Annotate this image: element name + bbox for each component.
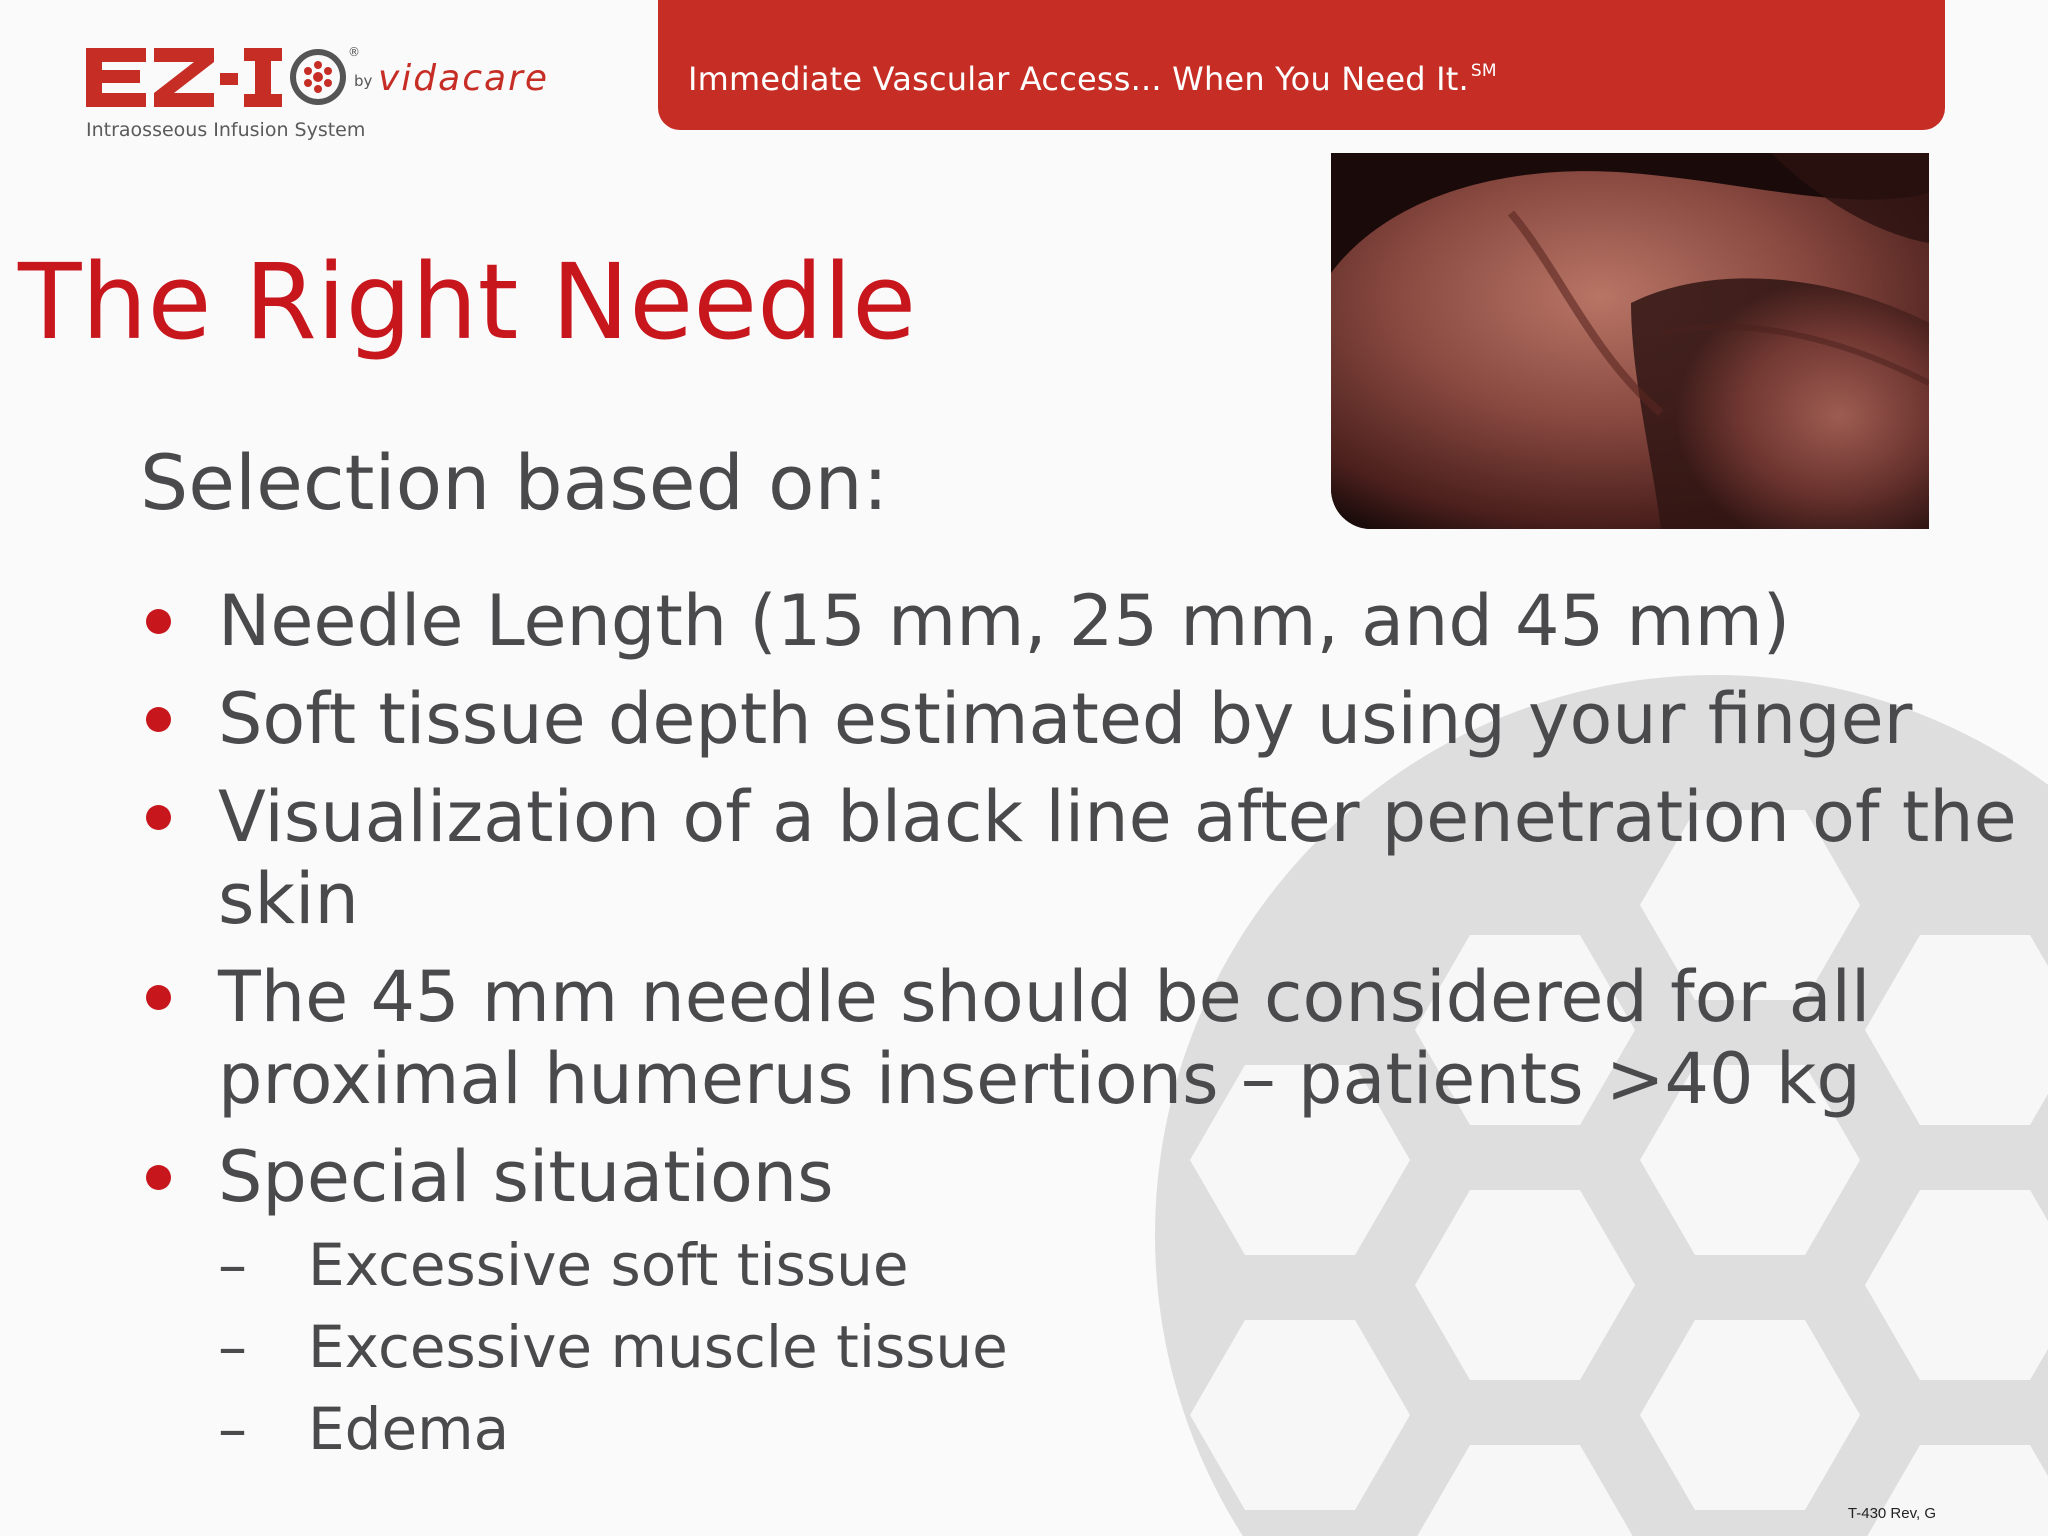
bullet-dot: [146, 707, 171, 732]
sub-bullet-text: Excessive soft tissue: [308, 1231, 909, 1299]
bullet-text: Needle Length (15 mm, 25 mm, and 45 mm): [218, 580, 1791, 662]
bullet-item: [140, 678, 2020, 760]
logo-by: by: [354, 72, 373, 90]
bullet-text: Soft tissue depth estimated by using your finger: [218, 678, 1913, 760]
sub-bullet-dash: –: [218, 1395, 247, 1463]
sub-bullet-item: [218, 1224, 2020, 1306]
bullet-item: [140, 1136, 2020, 1470]
bullet-dot: [146, 1165, 171, 1190]
bullet-list: [140, 580, 2020, 1486]
service-mark: SM: [1470, 61, 1497, 81]
logo-company: vidacare: [378, 58, 550, 99]
bullet-item: [140, 776, 2020, 940]
bullet-dot: [146, 805, 171, 830]
logo-tagline: Intraosseous Infusion System: [86, 119, 366, 141]
ez-io-logo[interactable]: [82, 40, 642, 150]
bullet-text: Visualization of a black line after penetration of the skin: [218, 776, 2017, 940]
bullet-dot: [146, 985, 171, 1010]
banner-slogan: [688, 60, 1497, 98]
sub-bullet-item: [218, 1306, 2020, 1388]
slide-subtitle: Selection based on:: [140, 438, 889, 527]
banner-slogan-text: Immediate Vascular Access... When You Need It.: [688, 60, 1469, 98]
shoulder-photo-image: [1331, 153, 1929, 529]
sub-bullet-dash: –: [218, 1231, 247, 1299]
ez-io-wordmark: [82, 40, 642, 112]
sub-bullet-item: [218, 1388, 2020, 1470]
document-code: T-430 Rev, G: [1847, 1505, 1936, 1522]
header-banner: [658, 0, 1945, 130]
sub-bullet-list: [218, 1224, 2020, 1470]
sub-bullet-text: Excessive muscle tissue: [308, 1313, 1008, 1381]
bullet-item: [140, 956, 2020, 1120]
sub-bullet-text: Edema: [308, 1395, 510, 1463]
shoulder-photo: [1331, 153, 1929, 529]
bullet-text: Special situations: [218, 1136, 834, 1218]
bullet-dot: [146, 609, 171, 634]
slide-title: The Right Needle: [18, 241, 917, 363]
bullet-item: [140, 580, 2020, 662]
registered-mark: ®: [348, 45, 360, 59]
bullet-text: The 45 mm needle should be considered for all proximal humerus insertions – patients >40 kg: [218, 956, 1871, 1120]
sub-bullet-dash: –: [218, 1313, 247, 1381]
